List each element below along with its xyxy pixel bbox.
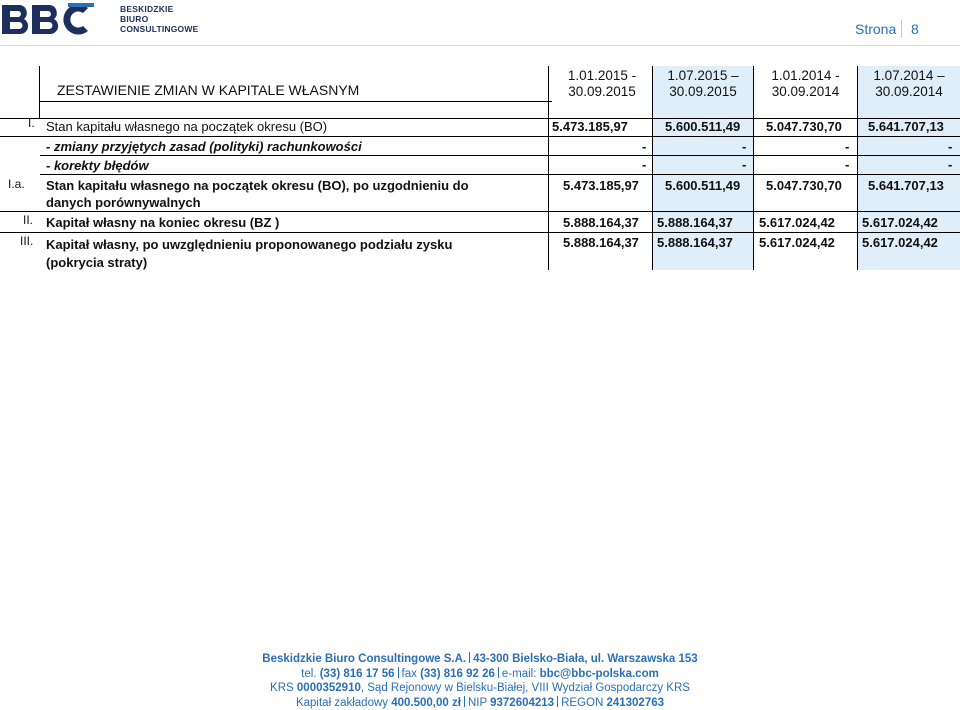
footer-nip-label: NIP (468, 697, 487, 709)
row-value: 5.888.164,37 (657, 215, 733, 230)
period-header-4-line1: 1.07.2014 – (858, 68, 960, 84)
row-value: 5.617.024,42 (862, 215, 938, 230)
row-value: - (642, 139, 646, 154)
row-value: 5.617.024,42 (862, 235, 938, 250)
row-value: 5.888.164,37 (563, 215, 639, 230)
footer-regon-label: REGON (561, 697, 603, 709)
page-number: 8 (911, 21, 919, 37)
footer-line-4 (180, 696, 780, 710)
table-title: ZESTAWIENIE ZMIAN W KAPITALE WŁASNYM (57, 82, 359, 98)
footer-line-3 (180, 681, 780, 696)
footer-separator (464, 696, 465, 707)
table-hline (40, 101, 552, 102)
footer-line-2 (180, 667, 780, 682)
row-value: - (948, 139, 952, 154)
row-number: II. (23, 213, 33, 227)
period-header-2 (653, 68, 753, 100)
row-value: 5.473.185,97 (563, 178, 639, 193)
footer-krs: 0000352910 (297, 682, 361, 694)
row-value: 5.617.024,42 (759, 235, 835, 250)
row-number: III. (20, 234, 33, 248)
table-vline (548, 66, 549, 118)
row-value: - (642, 157, 646, 172)
table-vline (548, 118, 549, 270)
footer-separator (469, 652, 470, 663)
footer-nip: 9372604213 (490, 697, 554, 709)
footer-line-1 (180, 652, 780, 667)
footer-separator (398, 667, 399, 678)
row-label-continued: danych porównywalnych (46, 195, 201, 210)
table-hline (0, 136, 960, 137)
page-label: Strona (855, 21, 896, 37)
row-value: 5.641.707,13 (868, 178, 944, 193)
period-header-2-line2: 30.09.2015 (653, 84, 753, 100)
company-name-line-3: CONSULTINGOWE (120, 24, 198, 34)
footer-tel: (33) 816 17 56 (320, 668, 395, 680)
row-label: Kapitał własny, po uwzględnieniu proponowanego podziału zysku (46, 237, 452, 252)
footer-krs-label: KRS (270, 682, 294, 694)
row-value: 5.047.730,70 (766, 178, 842, 193)
row-value: - (948, 157, 952, 172)
table-hline (0, 211, 960, 212)
table-vline (39, 66, 40, 118)
page-footer (180, 652, 780, 710)
row-value: 5.600.511,49 (665, 178, 740, 193)
footer-capital: 400.500,00 zł (391, 697, 461, 709)
company-name-line-1: BESKIDZKIE (120, 4, 198, 14)
row-label: - zmiany przyjętych zasad (polityki) rachunkowości (46, 139, 362, 154)
row-value: - (742, 139, 746, 154)
row-value: 5.888.164,37 (657, 235, 733, 250)
row-value: 5.641.707,13 (868, 119, 944, 134)
row-label: Kapitał własny na koniec okresu (BZ ) (46, 215, 279, 230)
footer-fax: (33) 816 92 26 (420, 668, 495, 680)
row-value: 5.047.730,70 (766, 119, 842, 134)
footer-regon: 241302763 (606, 697, 664, 709)
row-value: 5.600.511,49 (665, 119, 740, 134)
row-value: 5.473.185,97 (552, 119, 628, 134)
row-number: I.a. (8, 177, 25, 191)
footer-address: 43-300 Bielsko-Biała, ul. Warszawska 153 (473, 653, 698, 665)
row-value: - (742, 157, 746, 172)
row-label: Stan kapitału własnego na początek okresu (BO), po uzgodnieniu do (46, 178, 469, 193)
row-label: Stan kapitału własnego na początek okresu (BO) (46, 119, 327, 134)
row-value: - (845, 157, 849, 172)
footer-separator (498, 667, 499, 678)
table-hline (40, 155, 960, 156)
footer-separator (557, 696, 558, 707)
period-header-1-line1: 1.01.2015 - (552, 68, 652, 84)
row-value: 5.888.164,37 (563, 235, 639, 250)
footer-tel-label: tel. (301, 668, 316, 680)
table-hline (40, 174, 960, 175)
footer-email-label: e-mail: (502, 668, 537, 680)
period-header-1-line2: 30.09.2015 (552, 84, 652, 100)
period-header-3 (754, 68, 857, 100)
company-name-line-2: BIURO (120, 14, 198, 24)
footer-fax-label: fax (402, 668, 417, 680)
period-header-3-line2: 30.09.2014 (754, 84, 857, 100)
footer-email[interactable]: bbc@bbc-polska.com (540, 668, 659, 680)
footer-company: Beskidzkie Biuro Consultingowe S.A. (262, 653, 466, 665)
row-label: - korekty błędów (46, 158, 149, 173)
period-header-4-line2: 30.09.2014 (858, 84, 960, 100)
period-header-1 (552, 68, 652, 100)
row-number: I. (28, 116, 35, 130)
row-label-continued: (pokrycia straty) (46, 255, 147, 270)
period-header-2-line1: 1.07.2015 – (653, 68, 753, 84)
footer-capital-label: Kapitał zakładowy (296, 697, 388, 709)
table-hline (0, 232, 960, 233)
row-value: 5.617.024,42 (759, 215, 835, 230)
period-header-4 (858, 68, 960, 100)
footer-court: , Sąd Rejonowy w Bielsku-Białej, VIII Wydział Gospodarczy KRS (361, 682, 690, 694)
row-value: - (845, 139, 849, 154)
period-header-3-line1: 1.01.2014 - (754, 68, 857, 84)
